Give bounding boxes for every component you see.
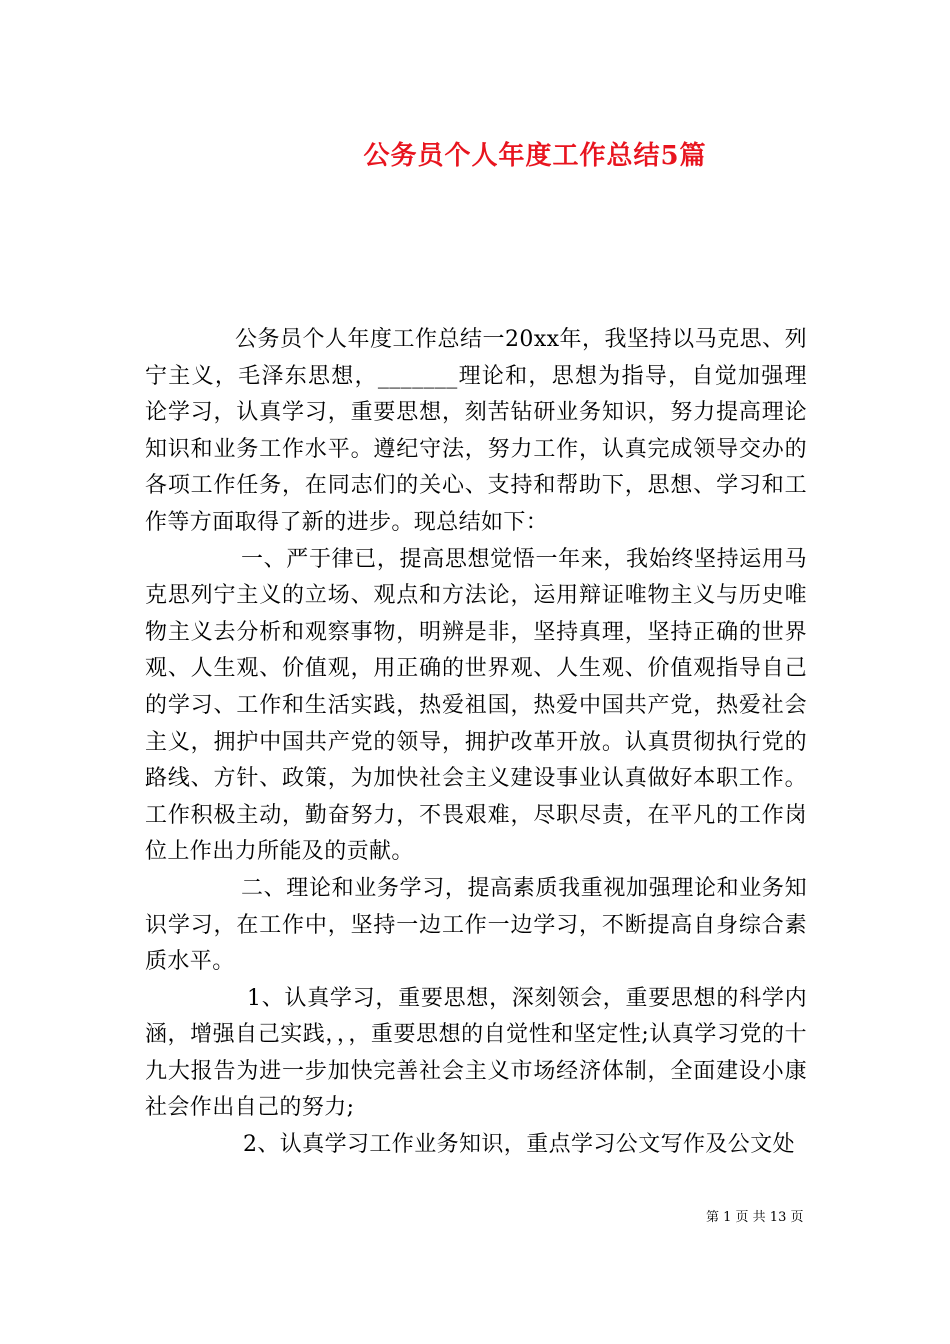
paragraph-section-2: 二、理论和业务学习，提高素质我重视加强理论和业务知识学习，在工作中，坚持一边工作一边学习，不断提高自身综合素质水平。: [145, 875, 807, 975]
paragraph-intro: 公务员个人年度工作总结一20xx年，我坚持以马克思、列宁主义，毛泽东思想，_______理论和，思想为指导，自觉加强理论学习，认真学习，重要思想，刻苦钻研业务知识，努力提高理论知识和业务工作水平。遵纪守法，努力工作，认真完成领导交办的各项工作任务，在同志们的关心、支持和帮助下，思想、学习和工作等方面取得了新的进步。现总结如下：: [145, 327, 807, 535]
document-body: [145, 322, 807, 1164]
paragraph-section-1: 一、严于律已，提高思想觉悟一年来，我始终坚持运用马克思列宁主义的立场、观点和方法论，运用辩证唯物主义与历史唯物主义去分析和观察事物，明辨是非，坚持真理，坚持正确的世界观、人生观、价值观，用正确的世界观、人生观、价值观指导自己的学习、工作和生活实践，热爱祖国，热爱中国共产党，热爱社会主义，拥护中国共产党的领导，拥护改革开放。认真贯彻执行党的路线、方针、政策，为加快社会主义建设事业认真做好本职工作。工作积极主动，勤奋努力，不畏艰难，尽职尽责，在平凡的工作岗位上作出力所能及的贡献。: [145, 546, 807, 865]
page-title: 公务员个人年度工作总结5篇: [363, 141, 707, 171]
paragraph-item-1: 1、认真学习，重要思想，深刻领会，重要思想的科学内涵，增强自己实践，，，重要思想的自觉性和坚定性;认真学习党的十九大报告为进一步加快完善社会主义市场经济体制，全面建设小康社会作出自己的努力;: [145, 985, 807, 1121]
page-number: 第 1 页 共 13 页: [706, 1210, 804, 1225]
paragraph-item-2: 2、认真学习工作业务知识，重点学习公文写作及公文处: [243, 1132, 795, 1158]
